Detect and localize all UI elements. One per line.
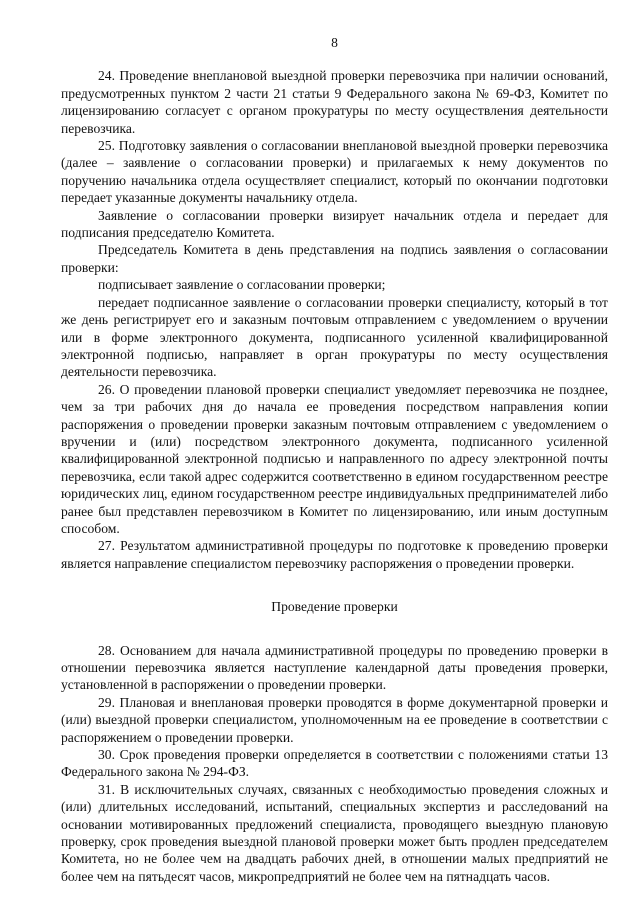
section-heading: Проведение проверки — [271, 599, 398, 615]
paragraph-28: 28. Основанием для начала административной процедуры по проведению проверки в отношении перевозчика является наступление календарной даты проведения проверки, установленной в распоряжении о проведении проверки. — [61, 642, 608, 693]
paragraph-25-transfers: передает подписанное заявление о согласовании проверки специалисту, который в тот же день регистрирует его и заказным почтовым отправлением с уведомлением о вручении или в форме электронного документа, подписанного усиленной квалифицированной электронной подписью, направляет в орган прокуратуры по месту осуществления деятельности перевозчика. — [61, 294, 608, 380]
paragraph-30: 30. Срок проведения проверки определяется в соответствии с положениями статьи 13 Федерального закона № 294-ФЗ. — [61, 747, 608, 780]
page-number: 8 — [331, 35, 338, 50]
paragraph-25: 25. Подготовку заявления о согласовании внеплановой выездной проверки перевозчика (далее – заявление о согласовании проверки) и прилагаемых к нему документов по поручению начальника отдела осуществляет специалист, который по окончании подготовки передает указанные документы начальнику отдела. — [61, 138, 608, 206]
paragraph-24: 24. Проведение внеплановой выездной проверки перевозчика при наличии оснований, предусмотренных пунктом 2 части 21 статьи 9 Федерального закона № 69-ФЗ, Комитет по лицензированию согласует с органом прокуратуры по месту осуществления деятельности перевозчика. — [61, 68, 608, 136]
paragraph-25-chairman: Председатель Комитета в день представления на подпись заявления о согласовании проверки: — [61, 242, 608, 275]
paragraph-29: 29. Плановая и внеплановая проверки проводятся в форме документарной проверки и (или) выездной проверки специалистом, уполномоченным на ее проведение в соответствии с распоряжением о проведении проверки. — [61, 694, 608, 745]
paragraph-27: 27. Результатом административной процедуры по подготовке к проведению проверки является направление специалистом перевозчику распоряжения о проведении проверки. — [61, 538, 608, 571]
paragraph-31: 31. В исключительных случаях, связанных с необходимостью проведения сложных и (или) длительных исследований, испытаний, специальных экспертиз и расследований на основании мотивированных предложений специалиста, проводящего выездную плановую проверку, срок проведения выездной плановой проверки может быть продлен председателем Комитета, но не более чем на двадцать рабочих дней, в отношении малых предприятий не более чем на пятьдесят часов, микропредприятий не более чем на пятнадцать часов. — [61, 781, 608, 884]
paragraph-25-signs: подписывает заявление о согласовании проверки; — [98, 277, 386, 293]
paragraph-25-visa: Заявление о согласовании проверки визирует начальник отдела и передает для подписания председателю Комитета. — [61, 207, 608, 241]
paragraph-26: 26. О проведении плановой проверки специалист уведомляет перевозчика не позднее, чем за три рабочих дня до начала ее проведения посредством направления копии распоряжения о проведении проверки заказным почтовым отправлением с уведомлением о вручении и (или) посредством электронного документа, подписанного усиленной квалифицированной электронной подписью и направленного по адресу электронной почты перевозчика, если такой адрес содержится соответственно в едином государственном реестре юридических лиц, едином государственном реестре индивидуальных предпринимателей либо ранее был представлен перевозчиком в Комитет по лицензированию, или иным доступным способом. — [61, 381, 608, 536]
